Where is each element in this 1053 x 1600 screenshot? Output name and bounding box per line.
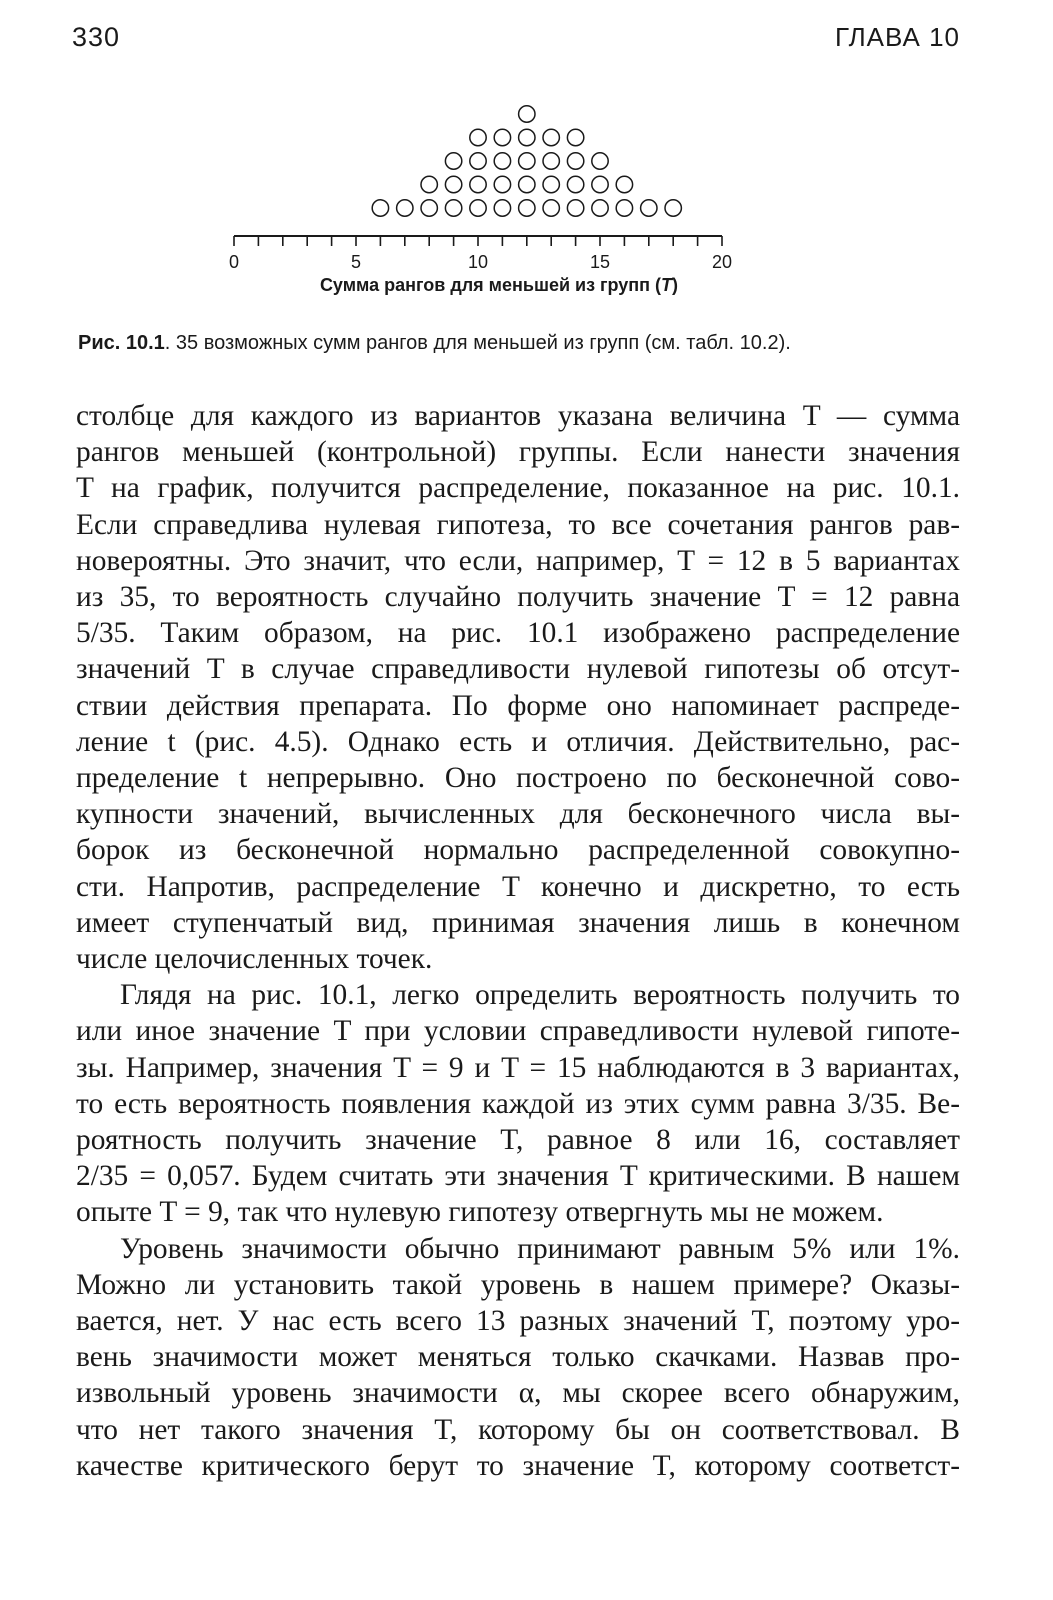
text-line: числе целочисленных точек. (76, 943, 433, 976)
text-line: сти. Напротив, распределение T конечно и дискретно, то есть (76, 870, 960, 903)
text-line: ствии действия препарата. По форме оно напоминает распреде- (76, 689, 960, 722)
data-point (470, 200, 486, 216)
data-point (592, 176, 608, 192)
text-line: ление t (рис. 4.5). Однако есть и отличия. Действительно, рас- (76, 725, 960, 758)
data-point (519, 153, 535, 169)
text-line: роятность получить значение T, равное 8 или 16, составляет (76, 1124, 960, 1157)
data-point (445, 200, 461, 216)
data-point (470, 153, 486, 169)
x-tick-label: 10 (467, 252, 489, 272)
text-line: 2/35 = 0,057. Будем считать эти значения T критическими. В нашем (76, 1160, 960, 1193)
chapter-label: ГЛАВА 10 (835, 22, 960, 52)
text-line: купности значений, вычисленных для бесконечного числа вы- (76, 798, 960, 831)
data-point (567, 176, 583, 192)
x-tick-label: 0 (228, 252, 240, 272)
x-axis-label: Сумма рангов для меньшей из групп (T) (319, 275, 679, 295)
data-point (470, 176, 486, 192)
data-point (592, 200, 608, 216)
data-point (445, 176, 461, 192)
data-point (421, 176, 437, 192)
data-point (494, 153, 510, 169)
data-point (616, 176, 632, 192)
data-point (519, 106, 535, 122)
data-point (397, 200, 413, 216)
data-point (519, 176, 535, 192)
text-line: что нет такого значения T, которому бы он соответствовал. В (76, 1413, 960, 1446)
paragraph-1 (76, 398, 960, 977)
text-line: вается, нет. У нас есть всего 13 разных значений T, поэтому уро- (76, 1305, 960, 1338)
data-point (494, 200, 510, 216)
text-line: то есть вероятность появления каждой из этих сумм равна 3/35. Ве- (76, 1087, 960, 1120)
text-line: рангов меньшей (контрольной) группы. Если нанести значения (76, 436, 960, 469)
data-point (567, 200, 583, 216)
data-point (543, 129, 559, 145)
text-line: Глядя на рис. 10.1, легко определить вероятность получить то (120, 979, 960, 1012)
x-tick-label: 20 (711, 252, 733, 272)
caption-label: Рис. 10.1 (78, 332, 165, 354)
text-line: пределение t непрерывно. Оно построено по бесконечной сово- (76, 762, 960, 795)
x-tick-label: 5 (350, 252, 362, 272)
text-line: столбце для каждого из вариантов указана величина T — сумма (76, 400, 960, 432)
data-point (567, 129, 583, 145)
text-line: Уровень значимости обычно принимают равным 5% или 1%. (120, 1232, 960, 1265)
rank-sum-dot-plot (0, 0, 1053, 320)
text-line: Если справедлива нулевая гипотеза, то все сочетания рангов рав- (76, 508, 960, 541)
data-point (567, 153, 583, 169)
text-line: T на график, получится распределение, показанное на рис. 10.1. (76, 472, 960, 505)
data-point (519, 200, 535, 216)
text-line: новероятны. Это значит, что если, например, T = 12 в 5 вариантах (76, 544, 960, 577)
data-point (445, 153, 461, 169)
text-line: из 35, то вероятность случайно получить значение T = 12 равна (76, 581, 960, 614)
paragraph-2 (76, 977, 960, 1230)
body-text (76, 398, 960, 1484)
data-point (616, 200, 632, 216)
page-number: 330 (72, 22, 121, 52)
data-point (543, 200, 559, 216)
paragraph-3 (76, 1231, 960, 1484)
text-line: или иное значение T при условии справедливости нулевой гипоте- (76, 1015, 960, 1048)
text-line: борок из бесконечной нормально распределенной совокупно- (76, 834, 960, 867)
data-point (543, 176, 559, 192)
text-line: 5/35. Таким образом, на рис. 10.1 изображено распределение (76, 617, 960, 650)
text-line: имеет ступенчатый вид, принимая значения лишь в конечном (76, 906, 960, 939)
data-point (641, 200, 657, 216)
text-line: Можно ли установить такой уровень в нашем примере? Оказы- (76, 1268, 960, 1301)
text-line: извольный уровень значимости α, мы скорее всего обнаружим, (76, 1377, 960, 1410)
text-line: вень значимости может меняться только скачками. Назвав про- (76, 1341, 960, 1374)
text-line: зы. Например, значения T = 9 и T = 15 наблюдаются в 3 вариантах, (76, 1051, 960, 1084)
data-point (665, 200, 681, 216)
data-point (470, 129, 486, 145)
text-line: качестве критического берут то значение T, которому соответст- (76, 1449, 960, 1482)
x-tick-label: 15 (589, 252, 611, 272)
figure-caption (78, 332, 958, 355)
data-point (421, 200, 437, 216)
figure-10-1 (0, 0, 1053, 320)
data-point (494, 129, 510, 145)
text-line: опыте T = 9, так что нулевую гипотезу отвергнуть мы не можем. (76, 1196, 884, 1229)
data-point (543, 153, 559, 169)
data-point (592, 153, 608, 169)
text-line: значений T в случае справедливости нулевой гипотезы об отсут- (76, 653, 960, 686)
caption-text: . 35 возможных сумм рангов для меньшей из групп (см. табл. 10.2). (164, 332, 791, 354)
data-point (372, 200, 388, 216)
data-point (494, 176, 510, 192)
data-point (519, 129, 535, 145)
